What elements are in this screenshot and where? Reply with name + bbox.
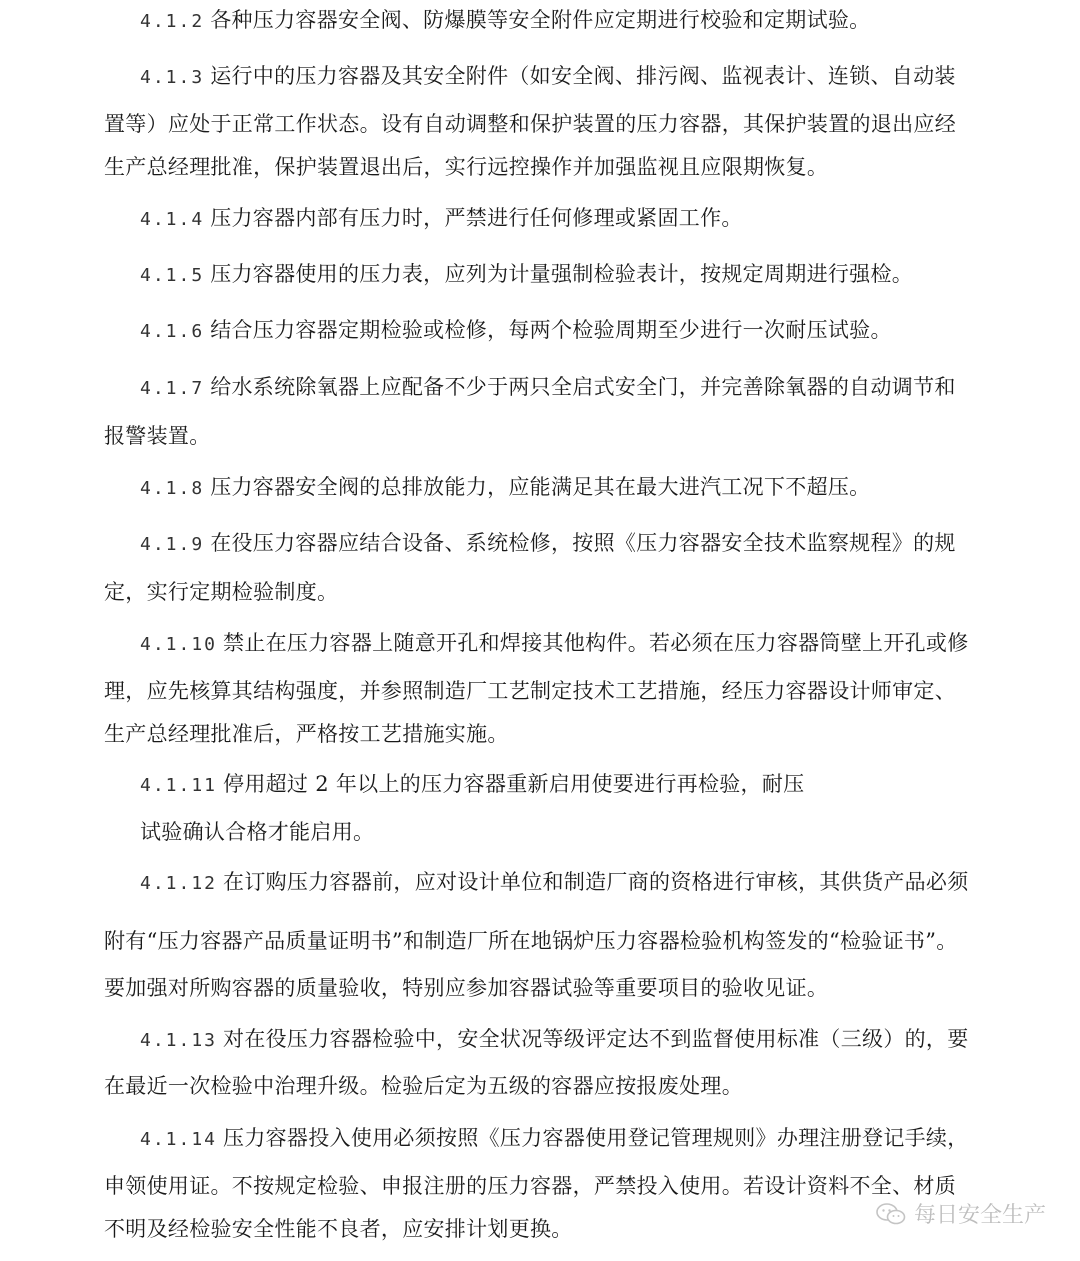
paragraph-4-1-13-line-2: 在最近一次检验中治理升级。检验后定为五级的容器应按报废处理。 bbox=[104, 1074, 743, 1098]
paragraph-4-1-11-line-1 bbox=[140, 769, 980, 801]
paragraph-4-1-3-line-1 bbox=[140, 61, 980, 93]
paragraph-4-1-10-line-2: 理，应先核算其结构强度，并参照制造厂工艺制定技术工艺措施，经压力容器设计师审定、 bbox=[104, 679, 956, 703]
paragraph-4-1-9-line-1 bbox=[140, 528, 980, 560]
paragraph-4-1-12-line-2: 附有“压力容器产品质量证明书”和制造厂所在地锅炉压力容器检验机构签发的“检验证书”。 bbox=[104, 929, 958, 953]
paragraph-4-1-3-line-2: 置等）应处于正常工作状态。设有自动调整和保护装置的压力容器，其保护装置的退出应经 bbox=[104, 112, 956, 136]
clause-number: 4.1.5 bbox=[140, 265, 205, 286]
paragraph-text: 给水系统除氧器上应配备不少于两只全启式安全门，并完善除氧器的自动调节和 bbox=[210, 375, 956, 399]
paragraph-4-1-7-line-1 bbox=[140, 372, 980, 404]
clause-number: 4.1.8 bbox=[140, 478, 205, 499]
paragraph-text: 压力容器使用的压力表，应列为计量强制检验表计，按规定周期进行强检。 bbox=[210, 262, 914, 286]
clause-number: 4.1.12 bbox=[140, 873, 218, 894]
clause-number: 4.1.13 bbox=[140, 1030, 218, 1051]
paragraph-text: 在订购压力容器前，应对设计单位和制造厂商的资格进行审核，其供货产品必须 bbox=[223, 870, 969, 894]
paragraph-4-1-7-line-2: 报警装置。 bbox=[104, 424, 211, 448]
paragraph-text: 在役压力容器应结合设备、系统检修，按照《压力容器安全技术监察规程》的规 bbox=[210, 531, 956, 555]
paragraph-4-1-10-line-1 bbox=[140, 628, 980, 660]
paragraph-4-1-9-line-2: 定，实行定期检验制度。 bbox=[104, 580, 339, 604]
paragraph-4-1-8-line-1 bbox=[140, 472, 980, 504]
clause-number: 4.1.7 bbox=[140, 378, 205, 399]
paragraph-4-1-13-line-1 bbox=[140, 1024, 980, 1056]
paragraph-4-1-14-line-3: 不明及经检验安全性能不良者，应安排计划更换。 bbox=[104, 1217, 573, 1241]
paragraph-4-1-14-line-1 bbox=[140, 1123, 980, 1155]
paragraph-text: 压力容器投入使用必须按照《压力容器使用登记管理规则》办理注册登记手续， bbox=[223, 1126, 969, 1150]
paragraph-4-1-11-line-2: 试验确认合格才能启用。 bbox=[140, 820, 375, 844]
paragraph-4-1-12-line-3: 要加强对所购容器的质量验收，特别应参加容器试验等重要项目的验收见证。 bbox=[104, 976, 829, 1000]
clause-number: 4.1.10 bbox=[140, 634, 218, 655]
clause-number: 4.1.14 bbox=[140, 1129, 218, 1150]
paragraph-text: 压力容器内部有压力时，严禁进行任何修理或紧固工作。 bbox=[210, 206, 743, 230]
paragraph-4-1-10-line-3: 生产总经理批准后，严格按工艺措施实施。 bbox=[104, 722, 509, 746]
clause-number: 4.1.9 bbox=[140, 534, 205, 555]
clause-number: 4.1.6 bbox=[140, 321, 205, 342]
wechat-icon bbox=[876, 1202, 906, 1226]
paragraph-4-1-5-line-1 bbox=[140, 259, 980, 291]
paragraph-text: 压力容器安全阀的总排放能力，应能满足其在最大进汽工况下不超压。 bbox=[210, 475, 871, 499]
clause-number: 4.1.2 bbox=[140, 11, 205, 32]
paragraph-4-1-3-line-3: 生产总经理批准，保护装置退出后，实行远控操作并加强监视且应限期恢复。 bbox=[104, 155, 829, 179]
paragraph-4-1-12-line-1 bbox=[140, 867, 980, 899]
paragraph-4-1-14-line-2: 申领使用证。不按规定检验、申报注册的压力容器，严禁投入使用。若设计资料不全、材质 bbox=[104, 1174, 956, 1198]
source-watermark bbox=[876, 1198, 1046, 1229]
paragraph-text: 结合压力容器定期检验或检修，每两个检验周期至少进行一次耐压试验。 bbox=[210, 318, 892, 342]
paragraph-text: 对在役压力容器检验中，安全状况等级评定达不到监督使用标准（三级）的，要 bbox=[223, 1027, 969, 1051]
clause-number: 4.1.4 bbox=[140, 209, 205, 230]
paragraph-4-1-6-line-1 bbox=[140, 315, 980, 347]
paragraph-text: 各种压力容器安全阀、防爆膜等安全附件应定期进行校验和定期试验。 bbox=[210, 8, 871, 32]
watermark-text: 每日安全生产 bbox=[913, 1203, 1046, 1228]
paragraph-text: 禁止在压力容器上随意开孔和焊接其他构件。若必须在压力容器筒壁上开孔或修 bbox=[223, 631, 969, 655]
paragraph-4-1-4-line-1 bbox=[140, 203, 980, 235]
paragraph-4-1-2-line-1 bbox=[140, 5, 980, 37]
clause-number: 4.1.3 bbox=[140, 67, 205, 88]
paragraph-text: 运行中的压力容器及其安全附件（如安全阀、排污阀、监视表计、连锁、自动装 bbox=[210, 64, 956, 88]
clause-number: 4.1.11 bbox=[140, 775, 218, 796]
paragraph-text: 停用超过 2 年以上的压力容器重新启用使要进行再检验，耐压 bbox=[223, 772, 805, 796]
